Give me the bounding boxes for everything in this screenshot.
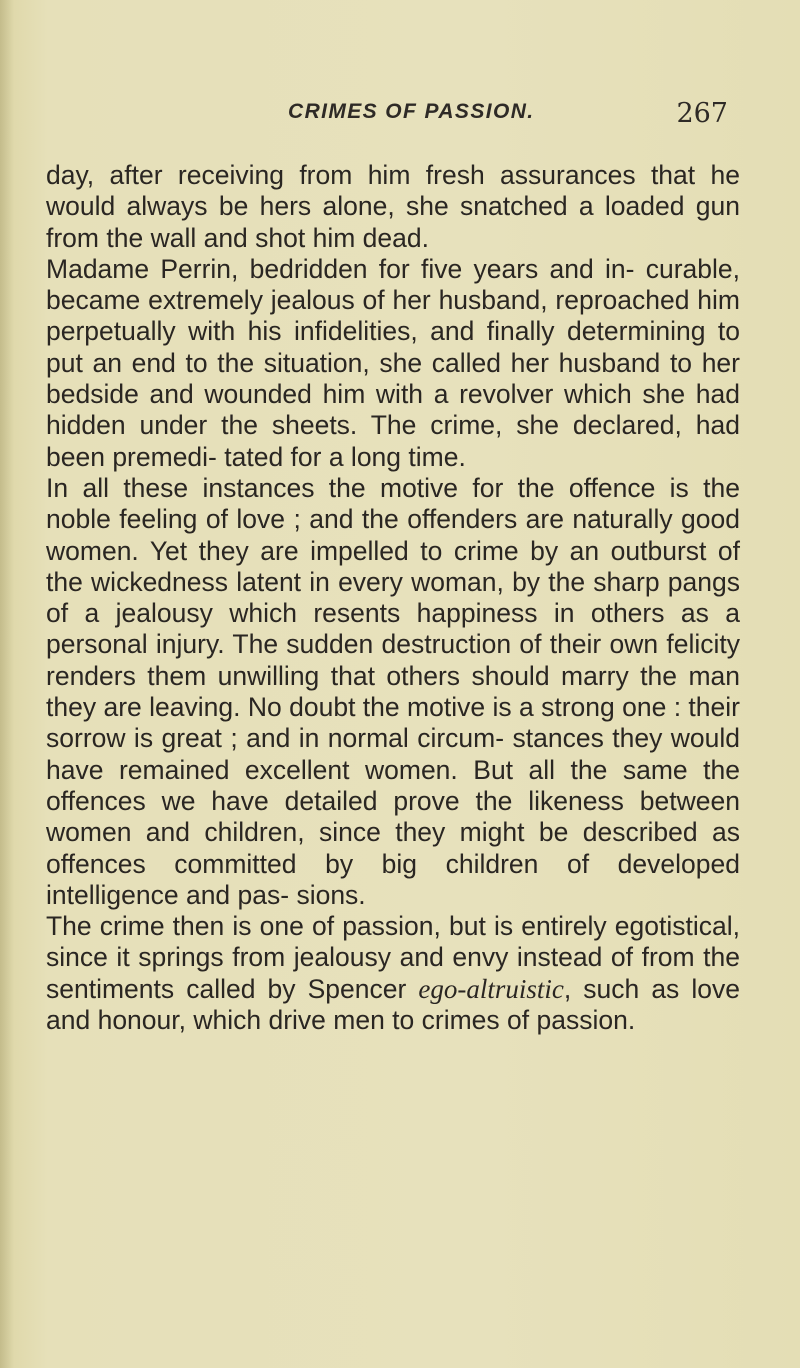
paragraph-4-text-start: The crime then is one of passion, but is entirely egotistical, since it springs from jealousy and envy instead of from the sentiments called by Spencer xyxy=(46,911,740,1004)
page-header xyxy=(288,100,728,140)
paragraph-1: day, after receiving from him fresh assurances that he would always be hers alone, she snatched a loaded gun from the wall and shot him dead. xyxy=(46,160,740,253)
body-text xyxy=(46,160,740,1036)
page-gutter xyxy=(0,0,14,1368)
page-number: 267 xyxy=(676,98,728,129)
paragraph-4 xyxy=(46,911,740,1036)
paragraph-3: In all these instances the motive for the offence is the noble feeling of love ; and the offenders are naturally good women. Yet they are impelled to crime by an outburst of the wickedness latent in every woman, by the sharp pangs of a jealousy which resents happiness in others as a personal injury. The sudden destruction of their own felicity renders them unwilling that others should marry the man they are leaving. No doubt the motive is a strong one : their sorrow is great ; and in normal circum- stances they would have remained excellent women. But all the same the offences we have detailed prove the likeness between women and children, since they might be described as offences committed by big children of developed intelligence and pas- sions. xyxy=(46,472,740,910)
italic-term: ego-altruistic xyxy=(418,973,564,1004)
running-head: CRIMES OF PASSION. xyxy=(288,100,535,123)
paragraph-4-text-end: , such as love and honour, which drive men to crimes of passion. xyxy=(46,973,740,1036)
paragraph-2: Madame Perrin, bedridden for five years and in- curable, became extremely jealous of her husband, reproached him perpetually with his infidelities, and finally determining to put an end to the situation, she called her husband to her bedside and wounded him with a revolver which she had hidden under the sheets. The crime, she declared, had been premedi- tated for a long time. xyxy=(46,253,740,472)
